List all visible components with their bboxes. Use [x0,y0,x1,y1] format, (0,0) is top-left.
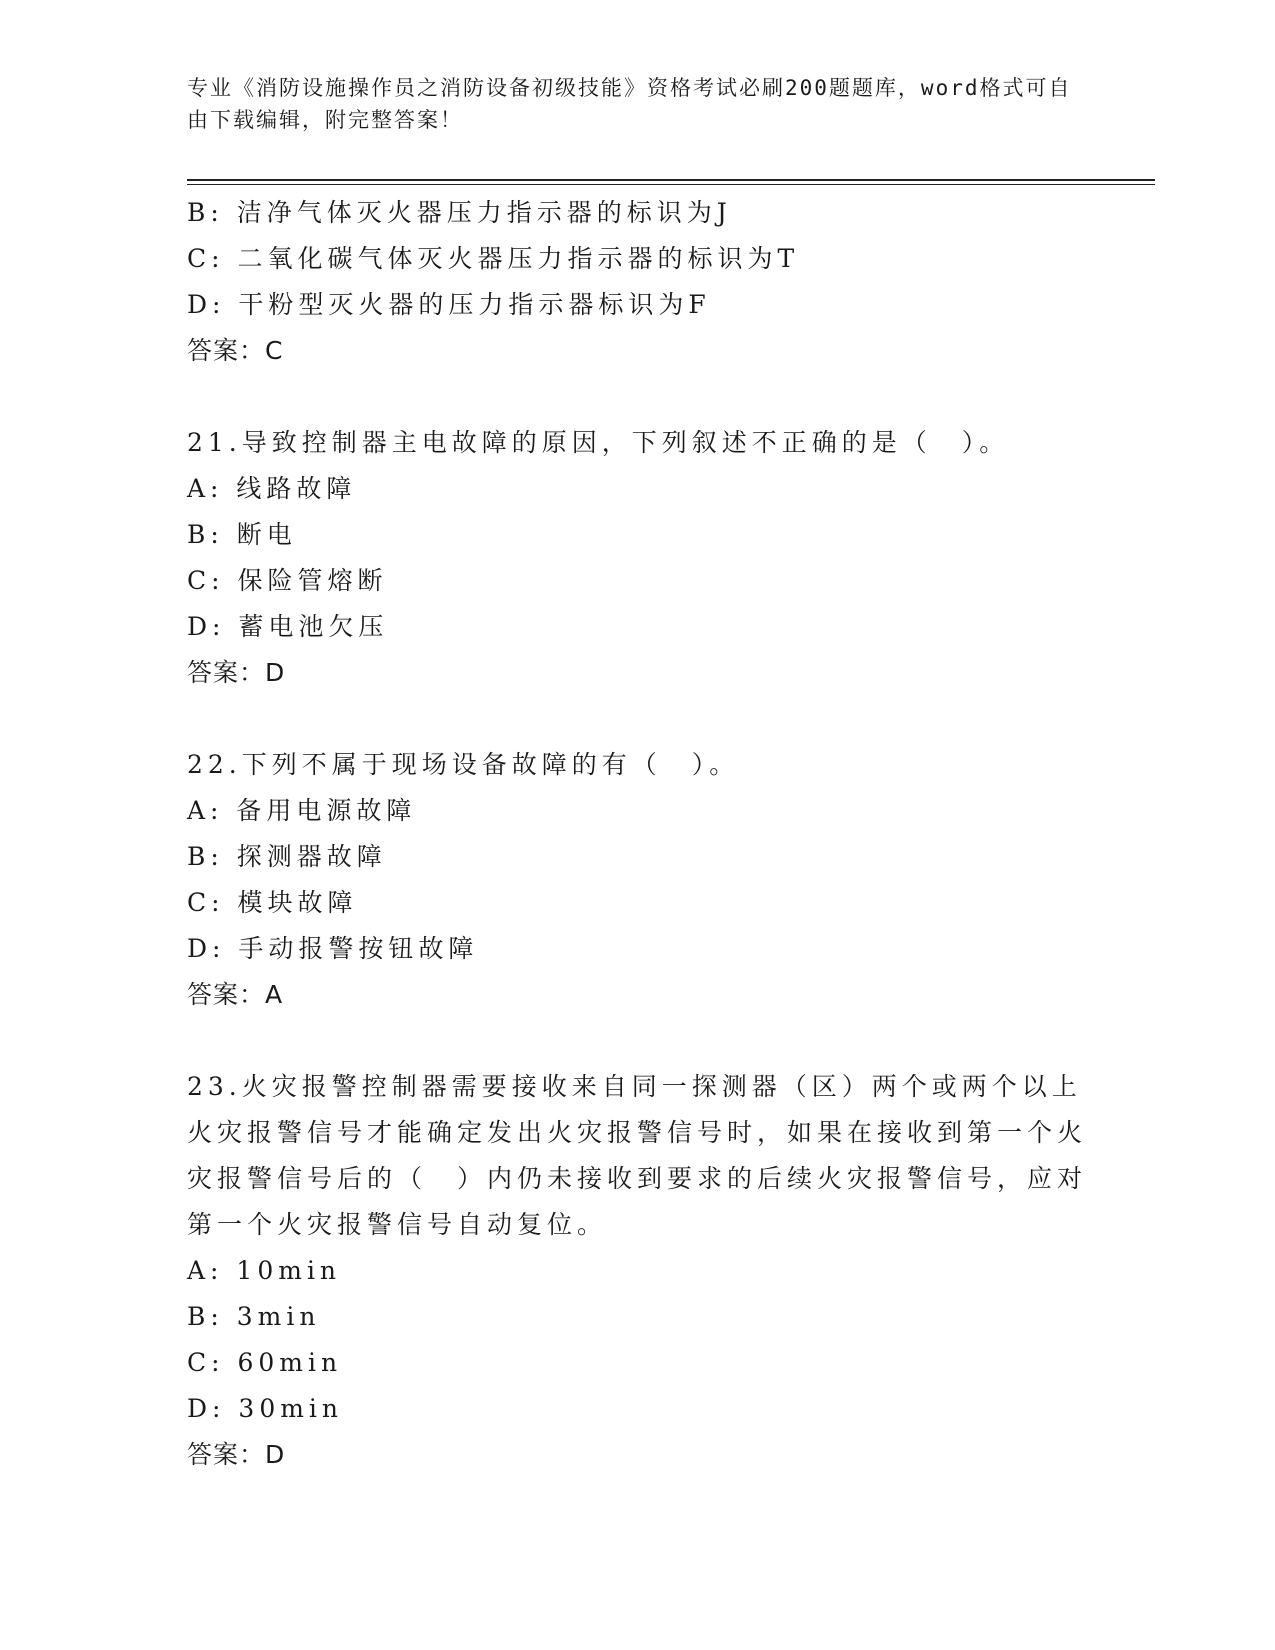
option-b: B: 洁净气体灭火器压力指示器的标识为J [187,198,732,227]
question-21 [187,420,1087,696]
question-stem: 21.导致控制器主电故障的原因，下列叙述不正确的是（ ）。 [187,428,1010,457]
option-c: C: 二氧化碳气体灭火器压力指示器的标识为T [187,244,800,273]
question-23 [187,1064,1087,1478]
answer-line: 答案：C [187,336,284,365]
document-header: 专业《消防设施操作员之消防设备初级技能》资格考试必刷200题题库，word格式可自由下载编辑，附完整答案！ [187,76,1072,132]
previous-question-tail [187,190,1087,374]
option-a: A: 线路故障 [187,474,357,503]
question-stem: 22.下列不属于现场设备故障的有（ ）。 [187,750,740,779]
answer-line: 答案：D [187,1440,286,1469]
question-content [187,190,1087,1478]
option-d: D: 30min [187,1394,344,1423]
header-rule-thin [187,184,1155,185]
option-c: C: 60min [187,1348,343,1377]
option-b: B: 断电 [187,520,297,549]
answer-line: 答案：D [187,658,286,687]
question-22 [187,742,1087,1018]
option-d: D: 手动报警按钮故障 [187,934,479,963]
option-b: B: 探测器故障 [187,842,387,871]
option-d: D: 干粉型灭火器的压力指示器标识为F [187,290,711,319]
option-d: D: 蓄电池欠压 [187,612,389,641]
option-a: A: 10min [187,1256,342,1285]
answer-line: 答案：A [187,980,284,1009]
option-a: A: 备用电源故障 [187,796,417,825]
option-c: C: 模块故障 [187,888,358,917]
option-b: B: 3min [187,1302,321,1331]
option-c: C: 保险管熔断 [187,566,388,595]
header-rule-thick [187,179,1155,181]
question-stem: 23.火灾报警控制器需要接收来自同一探测器（区）两个或两个以上火灾报警信号才能确定发出火灾报警信号时，如果在接收到第一个火灾报警信号后的（ ）内仍未接收到要求的后续火灾报警信号，应对第一个火灾报警信号自动复位。 [187,1072,1088,1239]
